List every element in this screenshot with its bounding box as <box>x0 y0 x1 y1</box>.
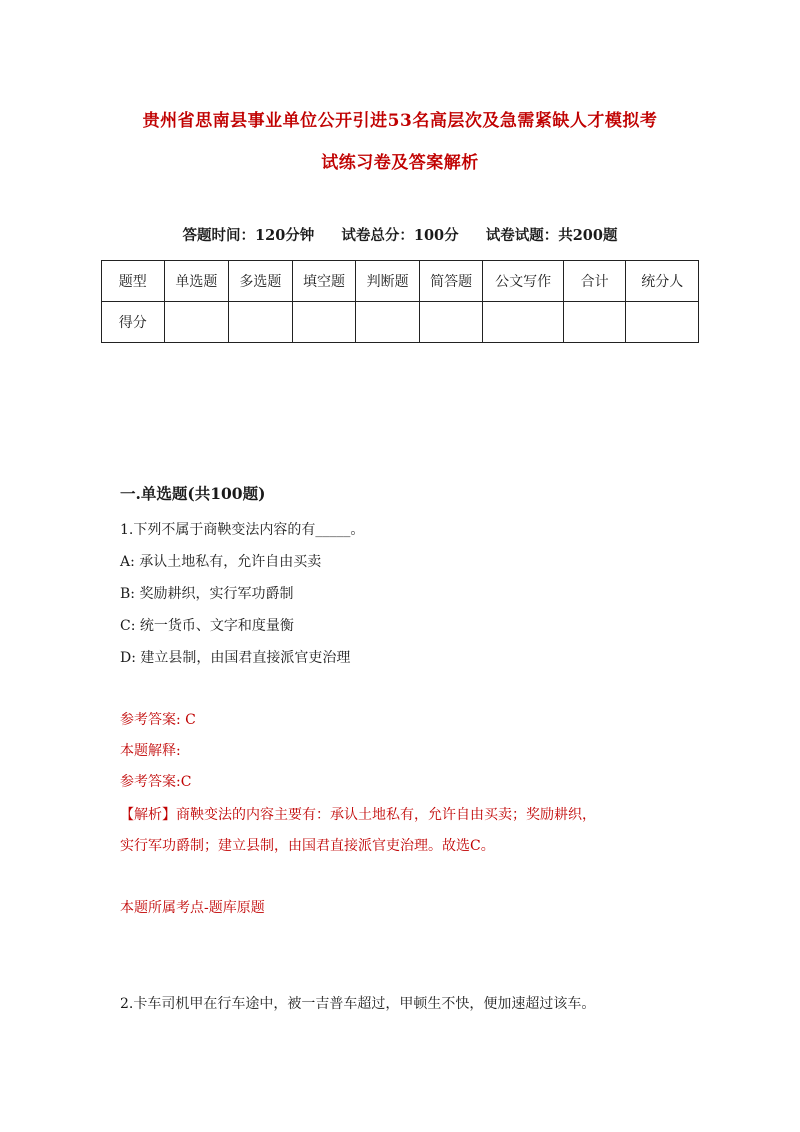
exam-total-score: 试卷总分：100分 <box>341 227 459 244</box>
score-cell <box>356 302 420 343</box>
score-table-score-row <box>102 302 699 343</box>
row-label-cell: 得分 <box>102 302 165 343</box>
question-1-option-d: D: 建立县制，由国君直接派官吏治理 <box>120 650 351 666</box>
question-2-stem: 2.卡车司机甲在行车途中，被一吉普车超过，甲顿生不快，便加速超过该车。 <box>120 996 596 1012</box>
header-cell: 填空题 <box>292 261 356 302</box>
exam-meta <box>0 224 800 245</box>
score-cell <box>483 302 563 343</box>
question-1-analysis-line-1: 【解析】商鞅变法的内容主要有：承认土地私有，允许自由买卖；奖励耕织， <box>120 807 596 823</box>
document-title-line-2: 试练习卷及答案解析 <box>321 153 479 173</box>
exam-time: 答题时间：120分钟 <box>182 227 315 244</box>
score-table-header-row <box>102 261 699 302</box>
header-cell: 多选题 <box>229 261 293 302</box>
section-heading: 一.单选题(共100题) <box>120 484 266 503</box>
score-cell <box>292 302 356 343</box>
exam-question-count: 试卷试题：共200题 <box>485 227 618 244</box>
question-1-knowledge-point: 本题所属考点-题库原题 <box>120 900 265 916</box>
question-1-reference-answer: 参考答案: C <box>120 712 196 728</box>
score-cell <box>229 302 293 343</box>
score-cell <box>626 302 699 343</box>
question-1-option-b: B: 奖励耕织，实行军功爵制 <box>120 586 294 602</box>
question-1-option-c: C: 统一货币、文字和度量衡 <box>120 618 294 634</box>
header-cell: 公文写作 <box>483 261 563 302</box>
score-cell <box>563 302 626 343</box>
question-1-stem: 1.下列不属于商鞅变法内容的有_____。 <box>120 522 365 538</box>
header-cell: 统分人 <box>626 261 699 302</box>
question-1-analysis-line-2: 实行军功爵制；建立县制，由国君直接派官吏治理。故选C。 <box>120 838 495 854</box>
header-cell: 简答题 <box>419 261 483 302</box>
question-1-explanation-label: 本题解释: <box>120 743 181 759</box>
question-1-option-a: A: 承认土地私有，允许自由买卖 <box>120 554 322 570</box>
header-cell: 合计 <box>563 261 626 302</box>
score-cell <box>419 302 483 343</box>
document-title-line-1: 贵州省思南县事业单位公开引进53名高层次及急需紧缺人才模拟考 <box>142 111 658 131</box>
header-cell: 判断题 <box>356 261 420 302</box>
score-cell <box>164 302 229 343</box>
header-cell: 单选题 <box>164 261 229 302</box>
score-table <box>101 260 699 343</box>
question-1-reference-answer-2: 参考答案:C <box>120 774 192 790</box>
header-cell: 题型 <box>102 261 165 302</box>
